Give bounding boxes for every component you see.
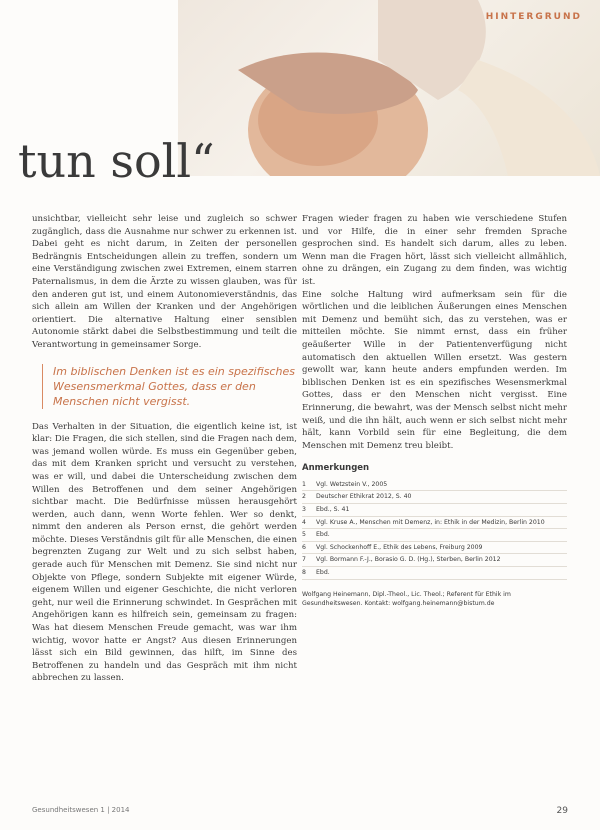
note-text: Vgl. Bormann F.-J., Borasio G. D. (Hg.), Sterben, Berlin 2012 — [316, 556, 501, 564]
note-number: 8 — [302, 569, 306, 577]
note-text: Ebd. — [316, 569, 330, 577]
note-text: Vgl. Wetzstein V., 2005 — [316, 480, 388, 488]
note-text: Deutscher Ethikrat 2012, S. 40 — [316, 493, 412, 501]
note-number: 5 — [302, 531, 306, 539]
left-column — [32, 213, 297, 685]
pull-quote: Im biblischen Denken ist es ein spezifisches Wesensmerkmal Gottes, dass er den Menschen nicht vergisst. — [42, 364, 297, 409]
footer-publication: Gesundheitswesen 1 | 2014 — [32, 806, 130, 814]
note-item — [302, 491, 567, 504]
right-column — [302, 213, 567, 609]
note-number: 7 — [302, 556, 306, 564]
body-paragraph: Fragen wieder fragen zu haben wie verschiedene Stufen und vor Hilfe, die in einer sehr fremden Sprache gesprochen sind. Es handelt sich darum, alles zu leben. Wenn man die Fragen hört, lässt sich vielleicht allmählich, ohne zu drängen, ein Zugang zu dem finden, was wichtig ist. — [302, 214, 567, 287]
note-item — [302, 542, 567, 555]
note-item — [302, 517, 567, 530]
note-item — [302, 479, 567, 492]
note-item — [302, 504, 567, 517]
note-text: Ebd., S. 41 — [316, 506, 350, 514]
note-item — [302, 554, 567, 567]
note-text: Vgl. Schockenhoff E., Ethik des Lebens, Freiburg 2009 — [316, 543, 483, 551]
notes-heading: Anmerkungen — [302, 463, 370, 474]
page-number: 29 — [556, 806, 568, 816]
note-number: 1 — [302, 480, 306, 488]
note-number: 2 — [302, 493, 306, 501]
note-item — [302, 529, 567, 542]
header-photo — [178, 0, 600, 176]
note-number: 6 — [302, 543, 306, 551]
body-paragraph: Das Verhalten in der Situation, die eigentlich keine ist, ist klar: Die Fragen, die sich stellen, sind die Fragen nach dem, was jemand wollen würde. Es muss ein Gegenüber geben, das mit dem Kranken spricht und versucht zu verstehen, was er will, und dabei die Unterscheidung zwischen dem Willen des Betroffenen und dem seiner Angehörigen sichtbar macht. Die Bedürfnisse müssen herausgehört werden, auch dann, wenn Worte fehlen. Wer so denkt, nimmt den anderen als Person ernst, die gehört werden möchte. Dieses Verständnis gilt für alle Menschen, die einen begrenzten Zugang zur Welt und zu sich selbst haben, gerade auch für Menschen mit Demenz. Sie sind nicht nur Objekte von Pflege, sondern Subjekte mit eigener Würde, eigenem Willen und eigener Geschichte, die nicht verloren geht, nur weil die Erinnerung schwindet. In Gesprächen mit Angehörigen kann es hilfreich sein, gemeinsam zu fragen: Was hat diesem Menschen Freude gemacht, was war ihm wichtig, wovor hatte er Angst? Aus diesen Erinnerungen lässt sich ein Bild gewinnen, das hilft, im Sinne des Betroffenen zu handeln und das Gespräch mit ihm nicht abbrechen zu lassen. — [32, 421, 297, 684]
section-label: HINTERGRUND — [485, 12, 582, 22]
note-item — [302, 567, 567, 580]
author-bio: Wolfgang Heinemann, Dipl.-Theol., Lic. Theol.; Referent für Ethik im Gesundheitswesen. Kontakt: wolfgang.heinemann@bistum.de — [302, 590, 511, 608]
note-text: Ebd. — [316, 531, 330, 539]
note-number: 4 — [302, 518, 306, 526]
article-title: tun soll“ — [18, 134, 215, 188]
note-text: Vgl. Kruse A., Menschen mit Demenz, in: Ethik in der Medizin, Berlin 2010 — [316, 518, 545, 526]
note-number: 3 — [302, 506, 306, 514]
body-paragraph: Eine solche Haltung wird aufmerksam sein für die wörtlichen und die leiblichen Äußerungen eines Menschen mit Demenz und bemüht sich, das zu verstehen, was er mitteilen möchte. Sie nimmt ernst, dass ein früher geäußerter Wille in der Patientenverfügung nicht automatisch den aktuellen Willen ersetzt. Was gestern gewollt war, kann heute anders empfunden werden. Im biblischen Denken ist es ein spezifisches Wesensmerkmal Gottes, dass er den Menschen nicht vergisst. Eine Erinnerung, die bewahrt, was der Mensch selbst nicht mehr weiß, und die ihn hält, auch wenn er sich selbst nicht mehr hält, kann Vorbild sein für eine Begleitung, die dem Menschen mit Demenz treu bleibt. — [302, 289, 567, 451]
notes-list — [302, 479, 567, 580]
body-paragraph: unsichtbar, vielleicht sehr leise und zugleich so schwer zugänglich, dass die Ausnahme nur schwer zu erkennen ist. Dabei geht es nicht darum, in Zeiten der personellen Bedrängnis Entscheidungen allein zu treffen, sondern um eine Verständigung zwischen zwei Extremen, einem starren Paternalismus, in dem die Ärzte zu wissen glauben, was für den anderen gut ist, und einem Autonomieverständnis, das sich allein am Willen der Kranken und der Angehörigen orientiert. Die alternative Haltung einer sensiblen Autonomie stärkt dabei die Selbstbestimmung und teilt die Verantwortung in gemeinsamer Sorge. — [32, 214, 297, 350]
